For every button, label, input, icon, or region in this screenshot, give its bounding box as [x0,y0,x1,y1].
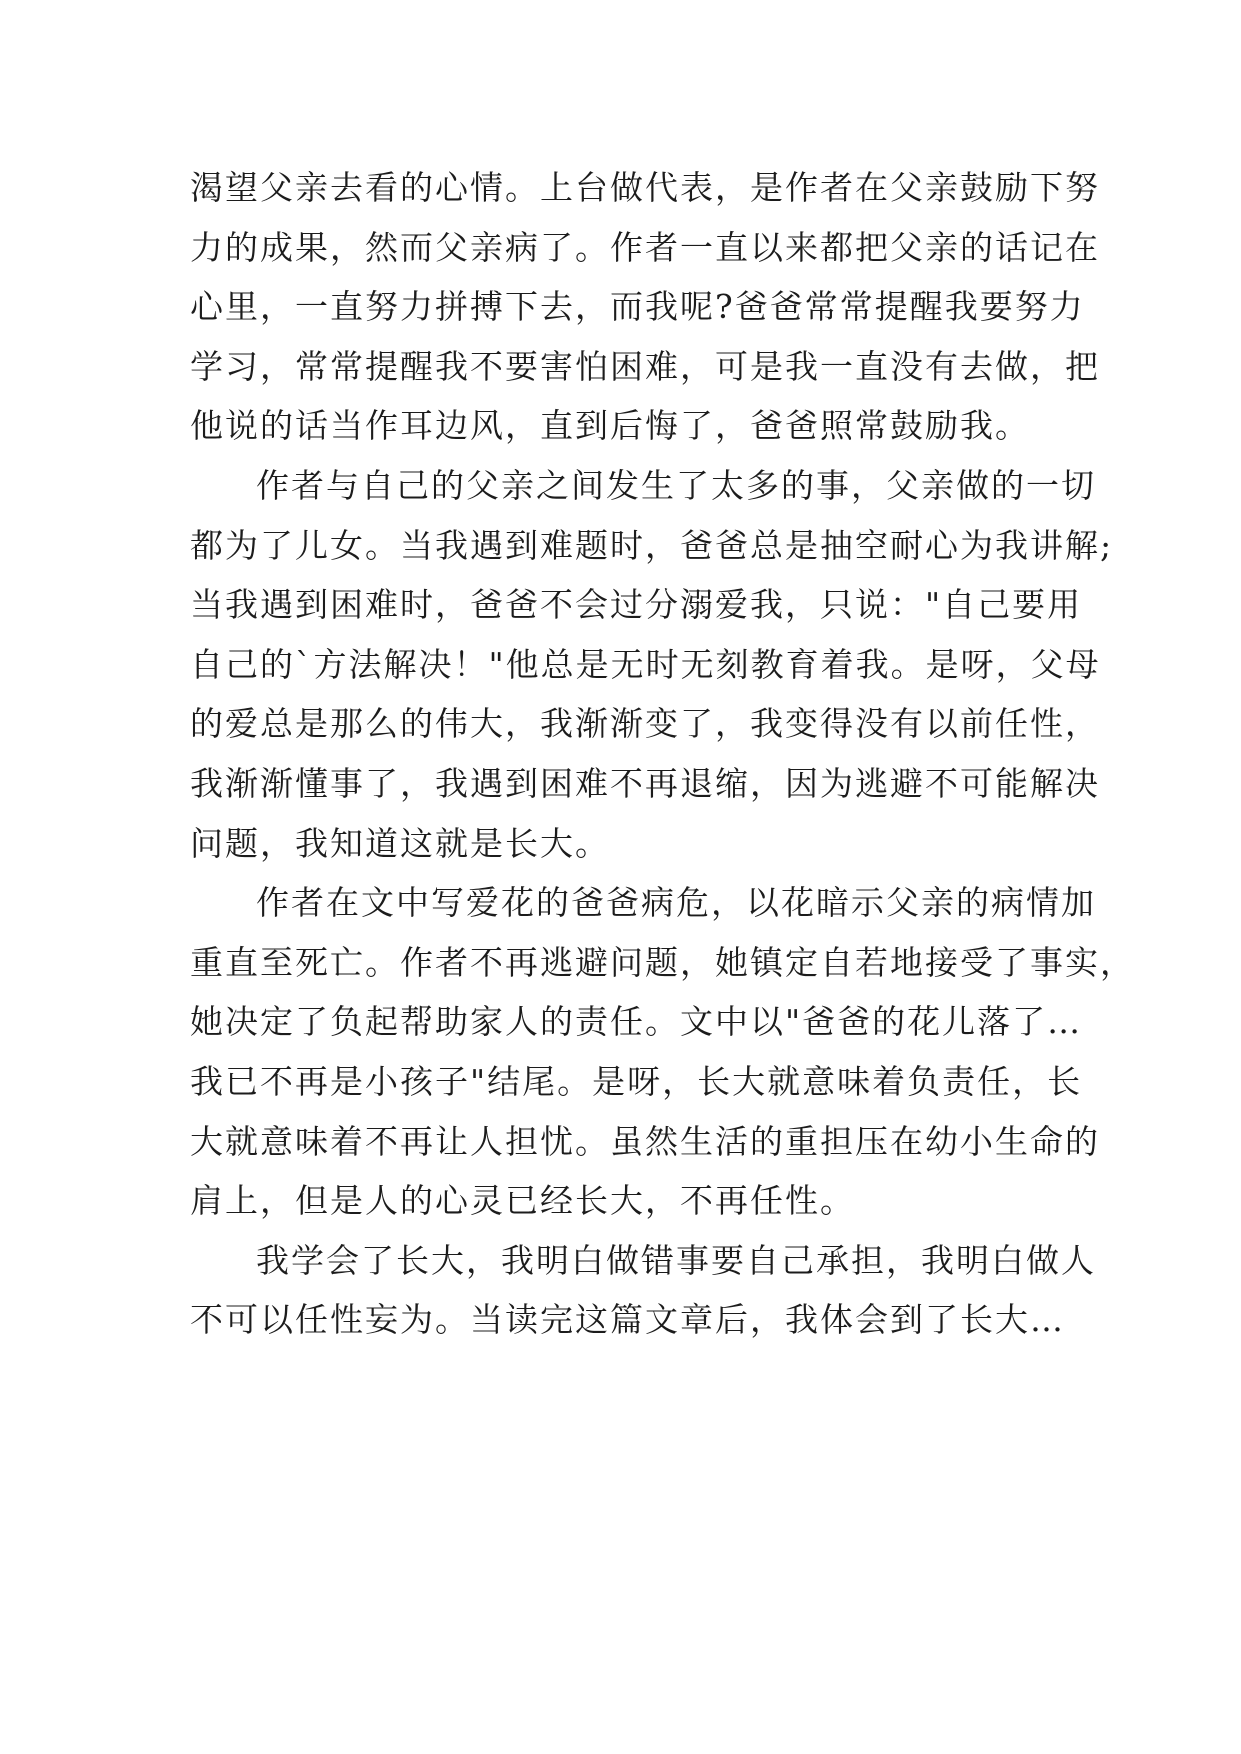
text-line: 力的成果，然而父亲病了。作者一直以来都把父亲的话记在 [190,227,1100,267]
essay-body [190,158,1135,1350]
text-line: 肩上，但是人的心灵已经长大，不再任性。 [190,1181,855,1221]
text-line: 问题，我知道这就是长大。 [190,823,610,863]
paragraph-4 [190,1231,1096,1350]
text-line: 心里，一直努力拼搏下去，而我呢?爸爸常常提醒我要努力 [190,287,1085,327]
text-line: 作者与自己的父亲之间发生了太多的事，父亲做的一切 [256,465,1096,505]
text-line: 作者在文中写爱花的爸爸病危，以花暗示父亲的病情加 [256,883,1096,923]
text-line: 不可以任性妄为。当读完这篇文章后，我体会到了长大… [190,1300,1065,1340]
text-line: 都为了儿女。当我遇到难题时，爸爸总是抽空耐心为我讲解; [190,525,1114,565]
text-line: 渴望父亲去看的心情。上台做代表，是作者在父亲鼓励下努 [190,168,1100,207]
text-line: 他说的话当作耳边风，直到后悔了，爸爸照常鼓励我。 [190,406,1030,446]
text-line: 我已不再是小孩子"结尾。是呀，长大就意味着负责任，长 [190,1061,1083,1101]
text-line: 我渐渐懂事了，我遇到困难不再退缩，因为逃避不可能解决 [190,763,1100,803]
text-line: 自己的`方法解决！"他总是无时无刻教育着我。是呀，父母 [190,644,1101,684]
text-line: 重直至死亡。作者不再逃避问题，她镇定自若地接受了事实， [190,942,1135,982]
text-line: 的爱总是那么的伟大，我渐渐变了，我变得没有以前任性， [190,704,1100,744]
text-line: 当我遇到困难时，爸爸不会过分溺爱我，只说："自己要用 [190,585,1083,625]
paragraph-2 [190,456,1114,873]
paragraph-3 [190,873,1135,1231]
text-line: 学习，常常提醒我不要害怕困难，可是我一直没有去做，把 [190,346,1100,386]
text-line: 大就意味着不再让人担忧。虽然生活的重担压在幼小生命的 [190,1121,1100,1161]
paragraph-1 [190,158,1100,456]
text-line: 我学会了长大，我明白做错事要自己承担，我明白做人 [256,1240,1096,1280]
text-line: 她决定了负起帮助家人的责任。文中以"爸爸的花儿落了… [190,1002,1083,1042]
